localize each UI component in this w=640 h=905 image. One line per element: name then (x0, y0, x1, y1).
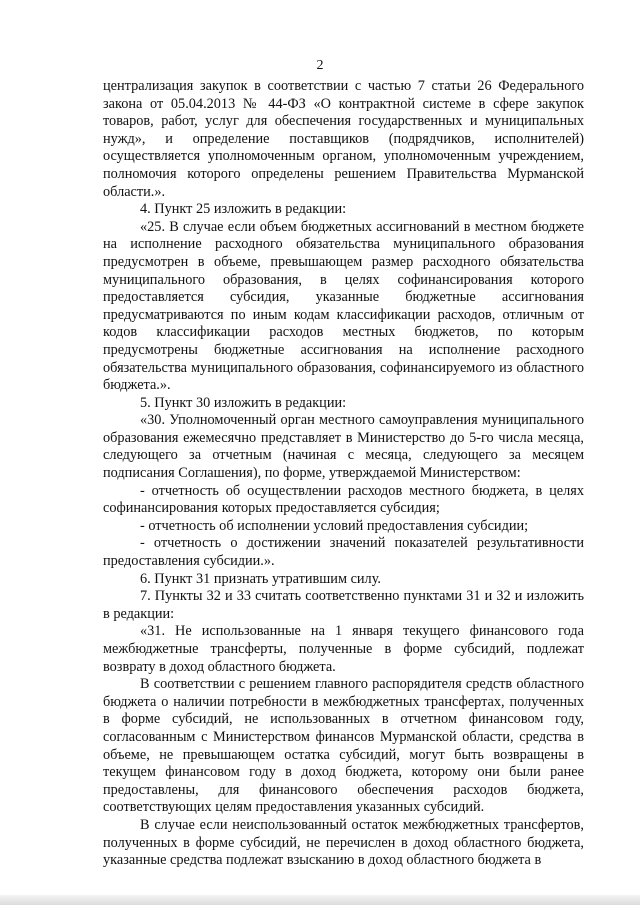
paragraph-return-decision: В соответствии с решением главного распорядителя средств областного бюджета о наличии потребности в межбюджетных трансфертах, полученных в форме субсидий, не использованных в отчетном финансовом году, согласованным с Министерством финансов Мурманской области, средства в объеме, не превышающем остатка субсидий, могут быть возвращены в текущем финансовом году в доход бюджета, которому они были ранее предоставлены, для финансового обеспечения расходов бюджета, соответствующих целям предоставления указанных субсидий. (103, 676, 584, 816)
list-item-performance-report: - отчетность о достижении значений показателей результативности предоставления субсидии.». (103, 535, 584, 570)
paragraph-unused-balance: В случае если неиспользованный остаток межбюджетных трансфертов, полученных в форме субсидий, не перечислен в доход областного бюджета, указанные средства подлежат взысканию в доход областного бюджета в (103, 816, 584, 869)
document-body (103, 78, 584, 870)
paragraph-clause-31: «31. Не использованные на 1 января текущего финансового года межбюджетные трансферты, полученные в форме субсидий, подлежат возврату в доход областного бюджета. (103, 623, 584, 675)
paragraph-item-5: 5. Пункт 30 изложить в редакции: (140, 394, 347, 411)
list-item-conditions-report: - отчетность об исполнении условий предоставления субсидии; (140, 517, 529, 534)
paragraph-centralization: централизация закупок в соответствии с частью 7 статьи 26 Федерального закона от 05.04.2013 № 44-ФЗ «О контрактной системе в сфере закупок товаров, работ, услуг для обеспечения государственных и муниципальных нужд», и определение поставщиков (подрядчиков, исполнителей) осуществляется уполномоченным органом, уполномоченным учреждением, полномочия которого определены решением Правительства Мурманской области.». (103, 78, 584, 200)
paragraph-clause-30: «30. Уполномоченный орган местного самоуправления муниципального образования ежемесячно представляет в Министерство до 5-го числа месяца, следующего за отчетным (начиная с месяца, следующего за месяцем подписания Соглашения), по форме, утверждаемой Министерством: (103, 412, 584, 482)
list-item-expense-report: - отчетность об осуществлении расходов местного бюджета, в целях софинансирования которых предоставляется субсидия; (103, 482, 584, 517)
scan-bottom-edge (0, 895, 640, 905)
paragraph-item-4: 4. Пункт 25 изложить в редакции: (140, 201, 347, 218)
paragraph-item-6: 6. Пункт 31 признать утратившим силу. (140, 570, 381, 587)
paragraph-item-7: 7. Пункты 32 и 33 считать соответственно пунктами 31 и 32 и изложить в редакции: (103, 588, 584, 622)
paragraph-clause-25: «25. В случае если объем бюджетных ассигнований в местном бюджете на исполнение расходного обязательства муниципального образования предусмотрен в объеме, превышающем размер расходного обязательства муниципального образования, в целях софинансирования которого предоставляется субсидия, указанные бюджетные ассигнования предусматриваются по иным кодам классификации расходов, отличным от кодов классификации расходов местных бюджетов, по которым предусмотрены бюджетные ассигнования на исполнение расходного обязательства муниципального образования, софинансируемого из областного бюджета.». (103, 218, 584, 394)
page-number: 2 (316, 58, 324, 73)
